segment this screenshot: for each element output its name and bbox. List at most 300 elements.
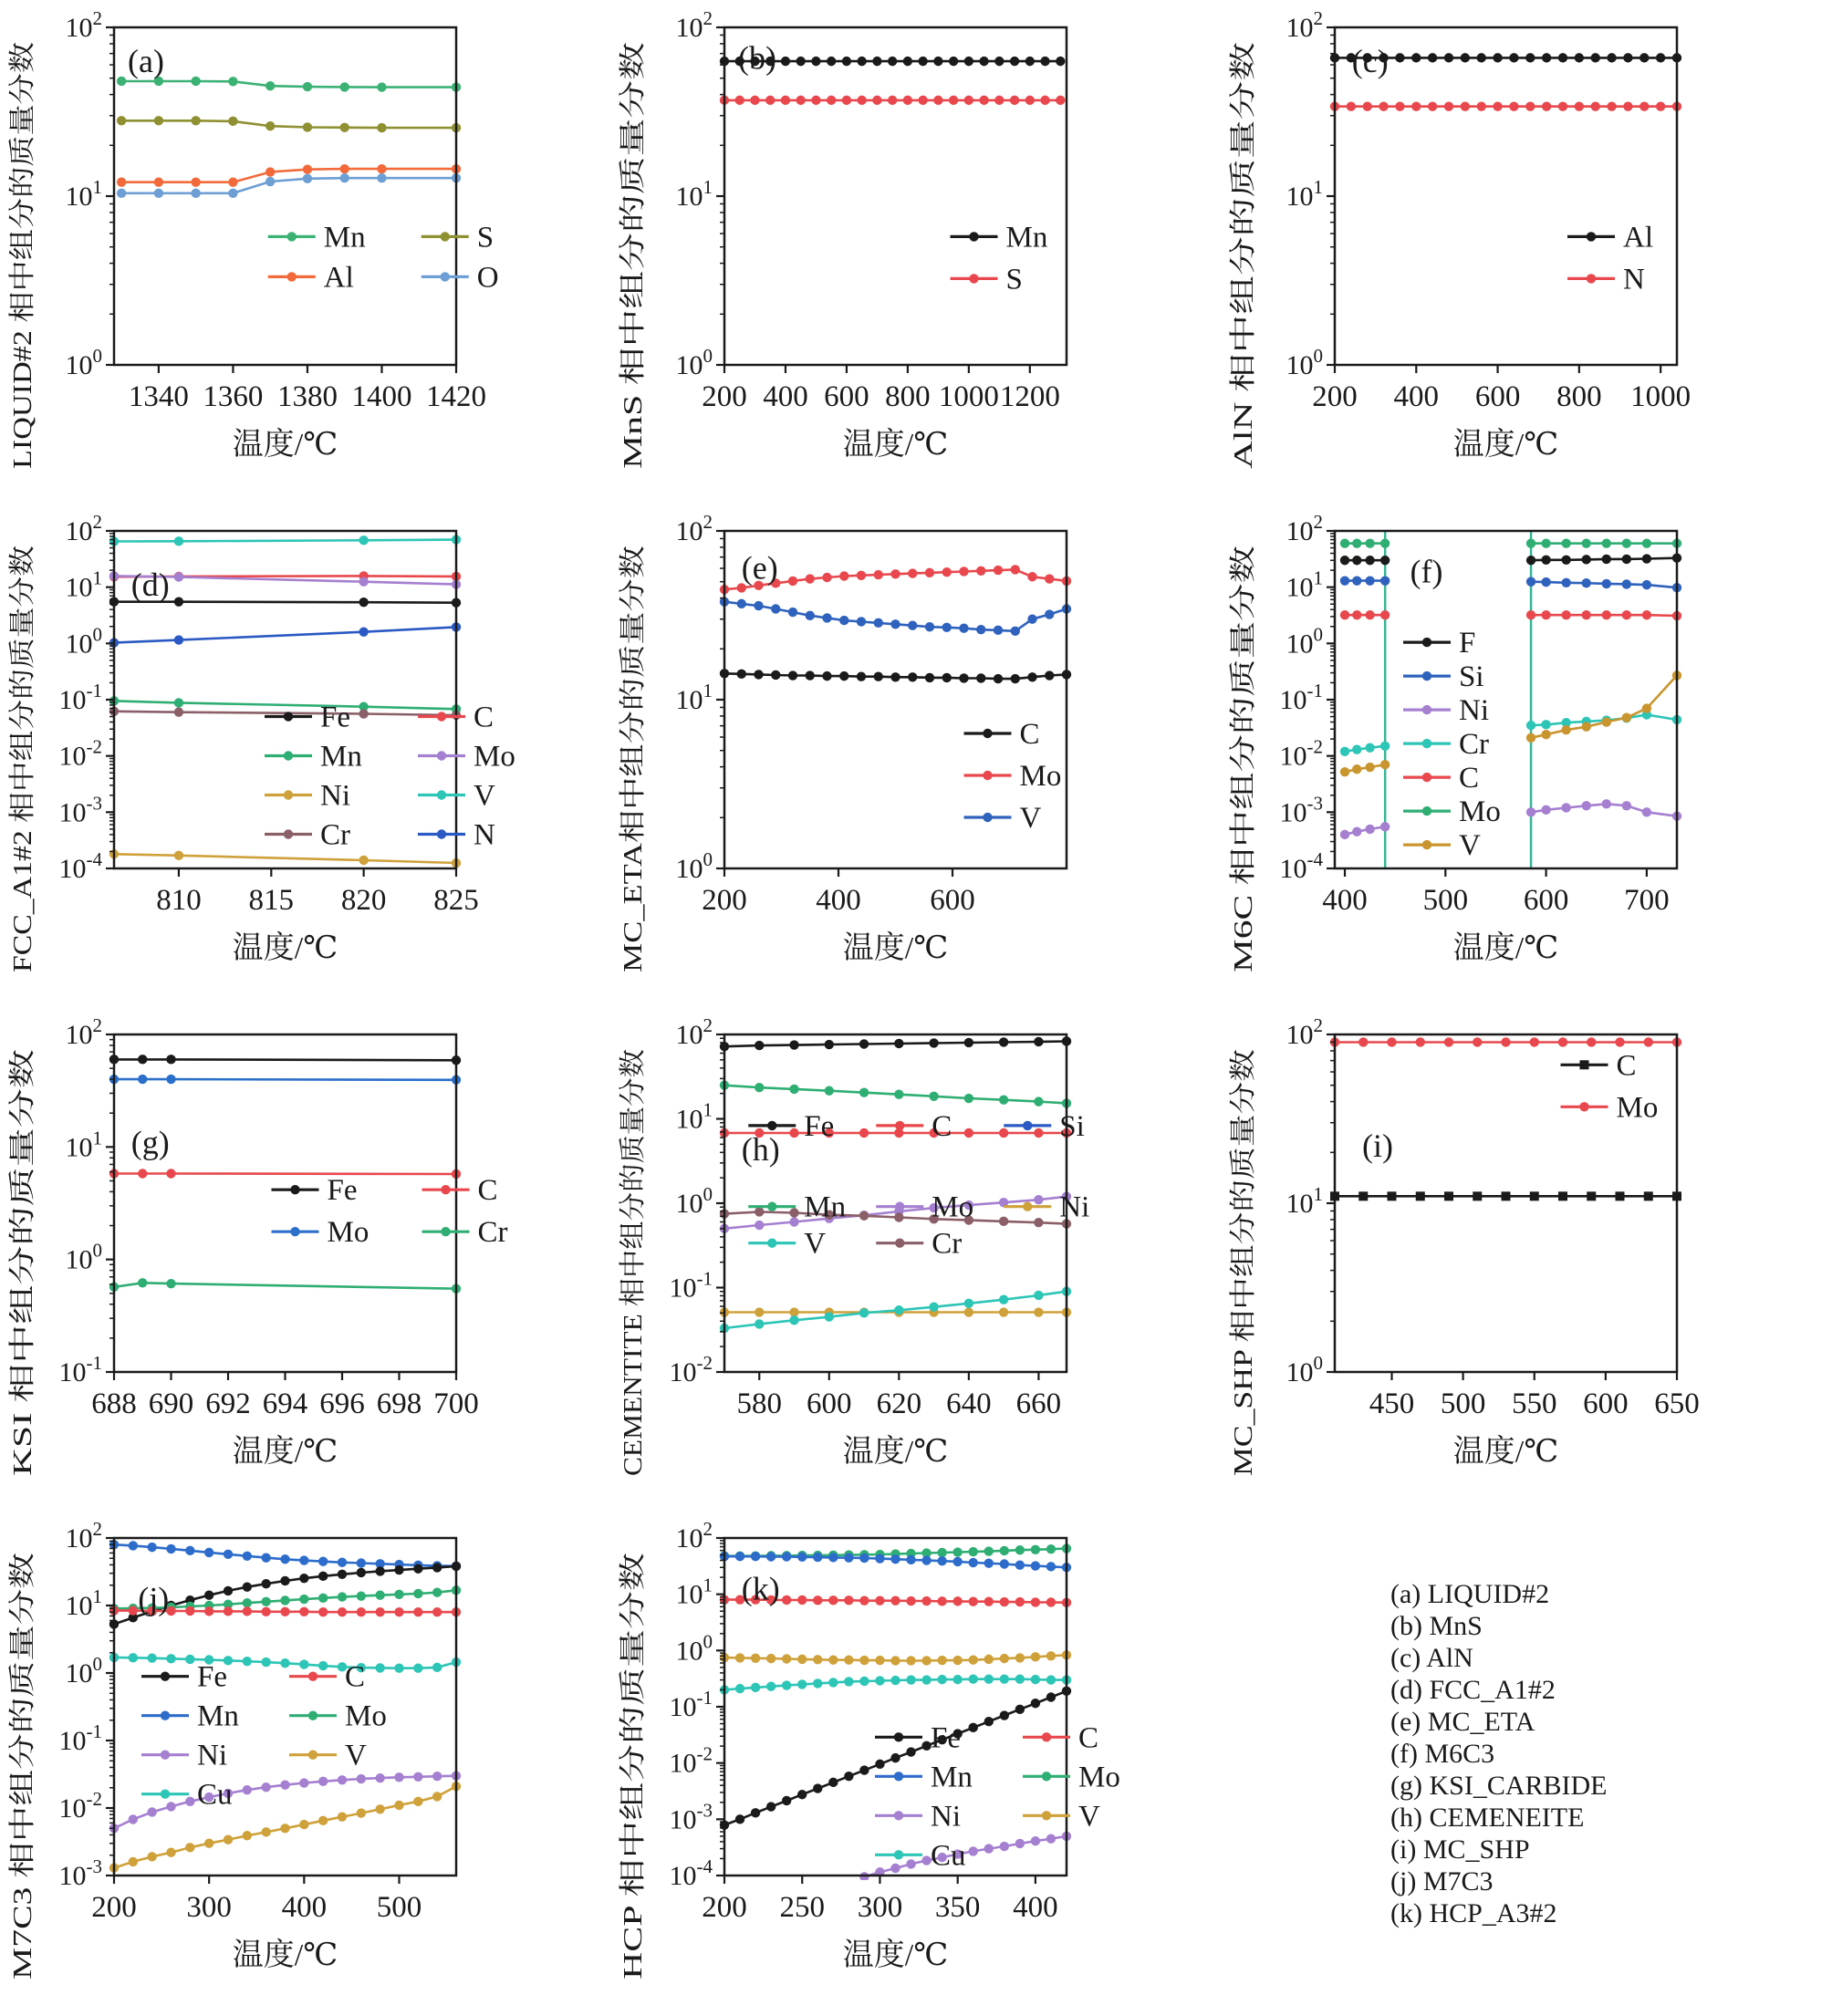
- series-point-Ni: [1380, 822, 1390, 831]
- series-point-Mo: [243, 1598, 252, 1607]
- y-tick-label: $10^2$: [65, 511, 102, 546]
- legend-label: Cu: [197, 1778, 233, 1812]
- y-tick-label: $10^1$: [65, 1127, 102, 1163]
- series-point-O: [340, 173, 349, 182]
- series-line-Mn: [121, 81, 456, 88]
- legend-swatch-marker: [983, 729, 992, 738]
- series-point-Mo: [338, 1592, 347, 1601]
- series-point-Mo: [937, 1548, 946, 1557]
- series-point-Cr: [999, 1217, 1008, 1226]
- series-point-Cu: [185, 1655, 194, 1664]
- series-point-C: [1046, 1597, 1056, 1606]
- series-point-Fe: [174, 597, 183, 606]
- series-point-Mo: [318, 1594, 328, 1603]
- series-point-Mo: [1000, 1546, 1009, 1555]
- y-tick-label: $10^{-3}$: [669, 1799, 713, 1835]
- panel-b: [610, 0, 1221, 504]
- series-line-S: [121, 120, 456, 128]
- series-point-Cu: [984, 1674, 994, 1683]
- series-point-Fe: [359, 598, 368, 607]
- series-point-Cu: [906, 1675, 915, 1684]
- series-point-Mn: [1025, 57, 1035, 66]
- series-point-S: [765, 96, 775, 105]
- series-point-Cu: [1031, 1675, 1040, 1684]
- series-line-N: [114, 627, 456, 642]
- legend-label: Mo: [345, 1699, 387, 1733]
- series-point-V: [1015, 1653, 1025, 1662]
- series-point-C: [754, 670, 763, 679]
- plot-border: [114, 27, 456, 365]
- series-point-Mn: [357, 1558, 366, 1567]
- y-axis-label: LIQUID#2 相中组分的质量分数: [8, 106, 37, 469]
- series-point-Cr: [1541, 720, 1550, 729]
- legend: [1561, 1049, 1659, 1124]
- series-line-V: [1345, 764, 1385, 772]
- series-point-Mn: [261, 1553, 270, 1562]
- series-point-C: [890, 1595, 900, 1605]
- y-tick-label: $10^{-4}$: [58, 848, 102, 884]
- x-tick-label: 600: [1523, 884, 1569, 917]
- series-point-S: [735, 96, 744, 105]
- series-point-C: [1644, 1191, 1653, 1200]
- x-tick-label: 696: [319, 1387, 365, 1420]
- legend: [272, 1174, 508, 1249]
- legend-swatch-marker: [983, 771, 992, 780]
- series-point-Mn: [377, 82, 386, 91]
- series-point-V: [1541, 730, 1550, 739]
- legend-label: V: [1459, 829, 1481, 863]
- series-point-Mn: [1040, 57, 1049, 66]
- series-point-Cu: [280, 1658, 289, 1668]
- legend-swatch-marker: [308, 1672, 317, 1681]
- y-tick-label: $10^{-1}$: [1279, 680, 1323, 715]
- series-point-Mo: [806, 574, 815, 583]
- panel-e-chart: [610, 504, 1221, 1007]
- x-tick-label: 600: [930, 884, 975, 917]
- series-point-Mn: [888, 57, 897, 66]
- series-point-C: [952, 1596, 962, 1606]
- series-point-Al: [1607, 53, 1616, 62]
- series-point-Mn: [338, 1558, 347, 1567]
- legend-swatch-marker: [895, 1202, 904, 1211]
- series-point-Al: [1411, 53, 1421, 62]
- series-point-V: [906, 1656, 915, 1665]
- series-point-C: [1045, 670, 1054, 680]
- series-point-Mo: [1015, 1545, 1025, 1554]
- legend-swatch-marker: [1042, 1732, 1051, 1741]
- series-point-V: [766, 1654, 775, 1663]
- series-point-Ni: [755, 1307, 764, 1316]
- series-point-Mo: [755, 1221, 764, 1230]
- series-line-Ni: [114, 854, 456, 863]
- series-point-V: [755, 1319, 764, 1328]
- series-point-Mo: [1530, 1037, 1539, 1046]
- legend-swatch-marker: [1042, 1811, 1051, 1820]
- series-point-Cu: [828, 1678, 838, 1687]
- series-point-F: [1365, 556, 1374, 565]
- series-point-Mo: [1615, 1037, 1624, 1046]
- y-tick-label: $10^1$: [65, 1585, 102, 1621]
- series-point-S: [888, 96, 897, 105]
- series-point-Mo: [432, 1588, 442, 1597]
- legend-label: Ni: [1059, 1190, 1090, 1224]
- series-point-V: [875, 1656, 884, 1665]
- series-point-C: [1031, 1597, 1040, 1606]
- series-point-Ni: [413, 1772, 422, 1782]
- series-point-Ni: [174, 851, 183, 860]
- series-point-Cu: [243, 1657, 252, 1666]
- series-point-Ni: [1582, 801, 1591, 810]
- x-tick-label: 350: [934, 1891, 981, 1924]
- series-point-Ni: [1000, 1842, 1009, 1851]
- series-point-Mn: [844, 1553, 853, 1562]
- series-point-Fe: [138, 1055, 147, 1064]
- series-point-Ni: [1602, 799, 1611, 808]
- series-line-Ni: [1345, 826, 1385, 835]
- series-point-Mn: [906, 1555, 915, 1564]
- series-point-N: [1623, 101, 1632, 110]
- series-point-V: [1031, 1652, 1040, 1661]
- x-tick-label: 200: [702, 884, 747, 917]
- series-point-Si: [1602, 579, 1611, 588]
- series-point-Si: [1526, 577, 1535, 586]
- series-point-Ni: [1642, 807, 1651, 816]
- series-point-S: [827, 96, 836, 105]
- series-point-Mo: [280, 1595, 289, 1605]
- series-point-V: [782, 1654, 791, 1663]
- series-point-Cu: [147, 1654, 156, 1663]
- series-point-Ni: [1365, 825, 1374, 834]
- series-point-C: [1558, 1191, 1567, 1200]
- series-point-C: [771, 670, 780, 680]
- panel-k: [610, 1511, 1221, 2014]
- series-point-C: [280, 1607, 289, 1616]
- series-point-Fe: [782, 1796, 791, 1805]
- legend-label: Mn: [323, 221, 366, 255]
- series-point-Mo: [789, 1217, 798, 1226]
- series-point-N: [1477, 101, 1486, 110]
- series-point-Cu: [413, 1663, 422, 1672]
- series-point-Fe: [894, 1039, 903, 1048]
- series-point-Al: [1623, 53, 1632, 62]
- series-point-S: [1025, 96, 1035, 105]
- y-tick-label: $10^0$: [675, 345, 713, 380]
- series-point-Mo: [1587, 1037, 1596, 1046]
- series-point-Mo: [261, 1597, 270, 1606]
- legend-label: Mo: [1616, 1091, 1659, 1125]
- series-point-Cr: [894, 1212, 903, 1221]
- y-tick-label: $10^0$: [65, 623, 102, 660]
- x-tick-label: 200: [1312, 380, 1358, 413]
- series-point-C: [857, 672, 866, 681]
- series-point-Mn: [890, 1554, 900, 1564]
- series-point-Mn: [781, 57, 790, 66]
- series-point-V: [789, 1315, 798, 1325]
- series-point-Al: [377, 164, 386, 173]
- series-point-Al: [340, 164, 349, 173]
- series-point-Fe: [735, 1814, 744, 1824]
- legend-swatch-marker: [1587, 274, 1596, 283]
- series-point-Mo: [1358, 1037, 1368, 1046]
- series-point-V: [952, 1656, 962, 1665]
- series-point-V: [976, 625, 985, 634]
- series-point-V: [166, 1847, 175, 1856]
- series-point-S: [377, 123, 386, 132]
- series-point-Fe: [204, 1591, 213, 1600]
- series-point-Fe: [166, 1055, 175, 1064]
- x-tick-label: 200: [702, 380, 747, 413]
- series-point-C: [969, 1597, 978, 1606]
- series-point-Mn: [789, 1085, 798, 1094]
- legend-swatch-marker: [290, 1185, 299, 1194]
- series-point-Cu: [921, 1675, 931, 1684]
- series-point-V: [413, 1797, 422, 1806]
- series-point-V: [894, 1305, 903, 1315]
- series-point-V: [261, 1827, 270, 1836]
- y-tick-label: $10^1$: [675, 1098, 713, 1135]
- y-tick-label: $10^1$: [1286, 566, 1323, 603]
- x-axis-label: 温度/℃: [1452, 1435, 1559, 1469]
- series-point-S: [1056, 96, 1065, 105]
- series-point-V: [1561, 725, 1570, 734]
- series-point-Al: [1656, 53, 1665, 62]
- x-tick-label: 825: [433, 884, 479, 917]
- legend-swatch-marker: [894, 1811, 903, 1820]
- legend-label: Ni: [197, 1739, 227, 1772]
- y-tick-label: $10^{-1}$: [669, 1267, 713, 1304]
- legend-label: S: [476, 221, 494, 255]
- y-tick-label: $10^2$: [65, 1518, 102, 1554]
- panel-j: [0, 1511, 610, 2014]
- series-point-Mo: [394, 1590, 403, 1599]
- y-tick-label: $10^{-2}$: [1279, 735, 1323, 772]
- y-tick-label: $10^2$: [1286, 7, 1323, 43]
- series-point-Cu: [129, 1653, 138, 1662]
- series-point-V: [174, 536, 183, 546]
- legend-label: Mo: [1019, 760, 1062, 793]
- series-point-V: [813, 1655, 822, 1664]
- series-point-Fe: [299, 1574, 308, 1583]
- series-point-Al: [1461, 53, 1470, 62]
- series-point-C: [822, 671, 831, 681]
- series-point-Mo: [1031, 1545, 1040, 1554]
- series-point-C: [261, 1607, 270, 1616]
- legend-label: Si: [1059, 1109, 1085, 1143]
- y-tick-label: $10^2$: [675, 7, 713, 43]
- series-point-Cu: [969, 1674, 978, 1683]
- series-point-S: [949, 96, 958, 105]
- series-point-Mo: [1046, 1544, 1056, 1554]
- series-point-Cr: [1352, 744, 1361, 753]
- series-point-Mn: [875, 1554, 884, 1563]
- series-point-N: [1411, 101, 1421, 110]
- series-point-V: [890, 619, 900, 629]
- legend-label: O: [476, 261, 499, 295]
- series-point-Al: [1509, 53, 1518, 62]
- series-point-C: [925, 673, 934, 682]
- series-point-Al: [1395, 53, 1404, 62]
- series-point-Cu: [844, 1677, 853, 1686]
- x-tick-label: 698: [376, 1387, 422, 1420]
- series-point-V: [375, 1804, 384, 1813]
- legend-label: Cr: [320, 818, 350, 852]
- series-point-Mn: [303, 82, 312, 91]
- series-point-N: [174, 635, 183, 644]
- series-point-Mo: [166, 1075, 175, 1084]
- legend-swatch-marker: [1023, 1202, 1032, 1211]
- series-line-Cr: [1345, 746, 1385, 752]
- series-point-C: [1602, 610, 1611, 619]
- series-point-V: [204, 1838, 213, 1847]
- legend-label: Si: [1459, 660, 1484, 694]
- series-point-Fe: [751, 1808, 760, 1817]
- y-tick-label: $10^0$: [65, 345, 102, 380]
- series-point-V: [243, 1831, 252, 1840]
- series-point-Cu: [890, 1676, 900, 1685]
- series-point-Cr: [1365, 743, 1374, 752]
- series-point-Cr: [1526, 721, 1535, 730]
- series-point-Fe: [1000, 1710, 1009, 1720]
- series-point-V: [359, 535, 368, 545]
- series-point-C: [1444, 1191, 1453, 1200]
- series-point-Mn: [224, 1550, 233, 1559]
- x-tick-label: 400: [1013, 1891, 1058, 1924]
- series-point-Mo: [138, 1075, 147, 1084]
- series-point-Fe: [859, 1039, 869, 1048]
- y-tick-label: $10^{-2}$: [669, 1742, 713, 1779]
- series-point-V: [857, 617, 866, 626]
- x-tick-label: 640: [946, 1387, 992, 1420]
- series-point-Mo: [1045, 574, 1054, 583]
- series-point-C: [844, 1595, 853, 1605]
- series-point-Mn: [1000, 1559, 1009, 1568]
- series-line-V: [1531, 675, 1677, 737]
- series-point-Mn: [827, 57, 836, 66]
- legend-swatch-marker: [1422, 806, 1431, 816]
- series-point-Cr: [859, 1211, 869, 1221]
- series-point-Fe: [828, 1778, 838, 1787]
- series-point-Si: [1380, 576, 1390, 585]
- y-tick-label: $10^1$: [65, 176, 102, 212]
- series-point-S: [811, 96, 820, 105]
- series-point-Mo: [1444, 1037, 1453, 1046]
- series-point-V: [844, 1655, 853, 1664]
- legend-label: Mo: [474, 740, 515, 774]
- legend-label: Cr: [932, 1227, 963, 1261]
- x-tick-label: 600: [1583, 1387, 1629, 1420]
- series-point-Cu: [1000, 1674, 1009, 1683]
- series-point-Cu: [375, 1663, 384, 1672]
- y-axis-label: M6C 相中组分的质量分数: [1229, 673, 1258, 972]
- series-point-C: [129, 1606, 138, 1615]
- series-point-Ni: [999, 1307, 1008, 1316]
- x-tick-label: 815: [248, 884, 295, 917]
- legend-swatch-marker: [767, 1202, 776, 1211]
- series-point-C: [782, 1595, 791, 1605]
- y-tick-label: $10^{-3}$: [58, 792, 102, 828]
- series-point-Cr: [789, 1208, 798, 1217]
- y-tick-label: $10^1$: [675, 1574, 713, 1610]
- legend-swatch-marker: [441, 272, 450, 281]
- series-line-V: [114, 540, 456, 542]
- series-point-Mo: [299, 1595, 308, 1604]
- series-point-Mo: [1561, 538, 1570, 547]
- series-point-Mn: [933, 57, 942, 66]
- series-point-C: [942, 673, 952, 682]
- series-point-C: [788, 670, 797, 680]
- caption-item: (b) MnS: [1390, 1611, 1483, 1641]
- legend-swatch-marker: [437, 790, 446, 799]
- series-point-Ni: [890, 1864, 900, 1873]
- series-point-Fe: [755, 1041, 764, 1050]
- panel-letter: (j): [138, 1580, 170, 1617]
- series-point-Fe: [413, 1564, 422, 1574]
- series-point-V: [1034, 1291, 1043, 1300]
- x-tick-label: 620: [876, 1387, 922, 1420]
- series-point-Ni: [243, 1785, 252, 1794]
- series-point-Fe: [280, 1576, 289, 1585]
- series-point-C: [921, 1596, 931, 1606]
- series-point-Mn: [185, 1546, 194, 1555]
- panel-k-chart: [610, 1511, 1221, 2014]
- series-point-Fe: [984, 1717, 994, 1726]
- series-point-Mn: [828, 1553, 838, 1562]
- series-point-V: [1340, 767, 1349, 776]
- x-tick-label: 600: [807, 1387, 852, 1420]
- legend-label: C: [1019, 718, 1040, 751]
- series-point-C: [1352, 610, 1361, 619]
- series-point-Cr: [138, 1278, 147, 1287]
- series-point-N: [1347, 101, 1356, 110]
- series-point-Mn: [796, 57, 806, 66]
- legend-swatch-marker: [1587, 232, 1596, 241]
- series-point-Mn: [735, 1552, 744, 1561]
- legend-label: Mn: [1005, 221, 1048, 255]
- y-tick-label: $10^{-3}$: [1279, 792, 1323, 828]
- y-tick-label: $10^0$: [1286, 345, 1323, 380]
- series-point-Mn: [766, 1552, 775, 1561]
- y-tick-label: $10^{-2}$: [58, 1788, 102, 1824]
- y-axis-label: KSI 相中组分的质量分数: [8, 1189, 37, 1476]
- series-point-Ni: [1622, 801, 1631, 810]
- y-tick-label: $10^{-4}$: [669, 1855, 713, 1891]
- panel-h: [610, 1007, 1221, 1511]
- series-point-Si: [1622, 579, 1631, 588]
- series-point-Ni: [1541, 805, 1550, 815]
- series-point-Cu: [318, 1661, 328, 1670]
- series-point-Mo: [174, 572, 183, 581]
- series-point-Mo: [1387, 1037, 1396, 1046]
- series-point-V: [1622, 712, 1631, 722]
- series-point-Cu: [261, 1657, 270, 1667]
- series-point-Ni: [432, 1772, 442, 1781]
- series-point-Ni: [280, 1780, 289, 1789]
- series-point-Fe: [964, 1038, 973, 1047]
- series-point-Cu: [1015, 1674, 1025, 1683]
- x-tick-label: 400: [281, 1891, 328, 1924]
- x-tick-label: 580: [736, 1387, 783, 1420]
- series-point-N: [1558, 101, 1567, 110]
- series-point-C: [1015, 1597, 1025, 1606]
- series-point-S: [964, 96, 973, 105]
- x-axis-label: 温度/℃: [1452, 428, 1559, 462]
- series-point-Mn: [782, 1552, 791, 1561]
- legend: [964, 718, 1062, 835]
- legend: [951, 221, 1048, 296]
- series-point-Cu: [782, 1680, 791, 1689]
- series-point-C: [204, 1606, 213, 1616]
- y-tick-label: $10^2$: [675, 511, 713, 546]
